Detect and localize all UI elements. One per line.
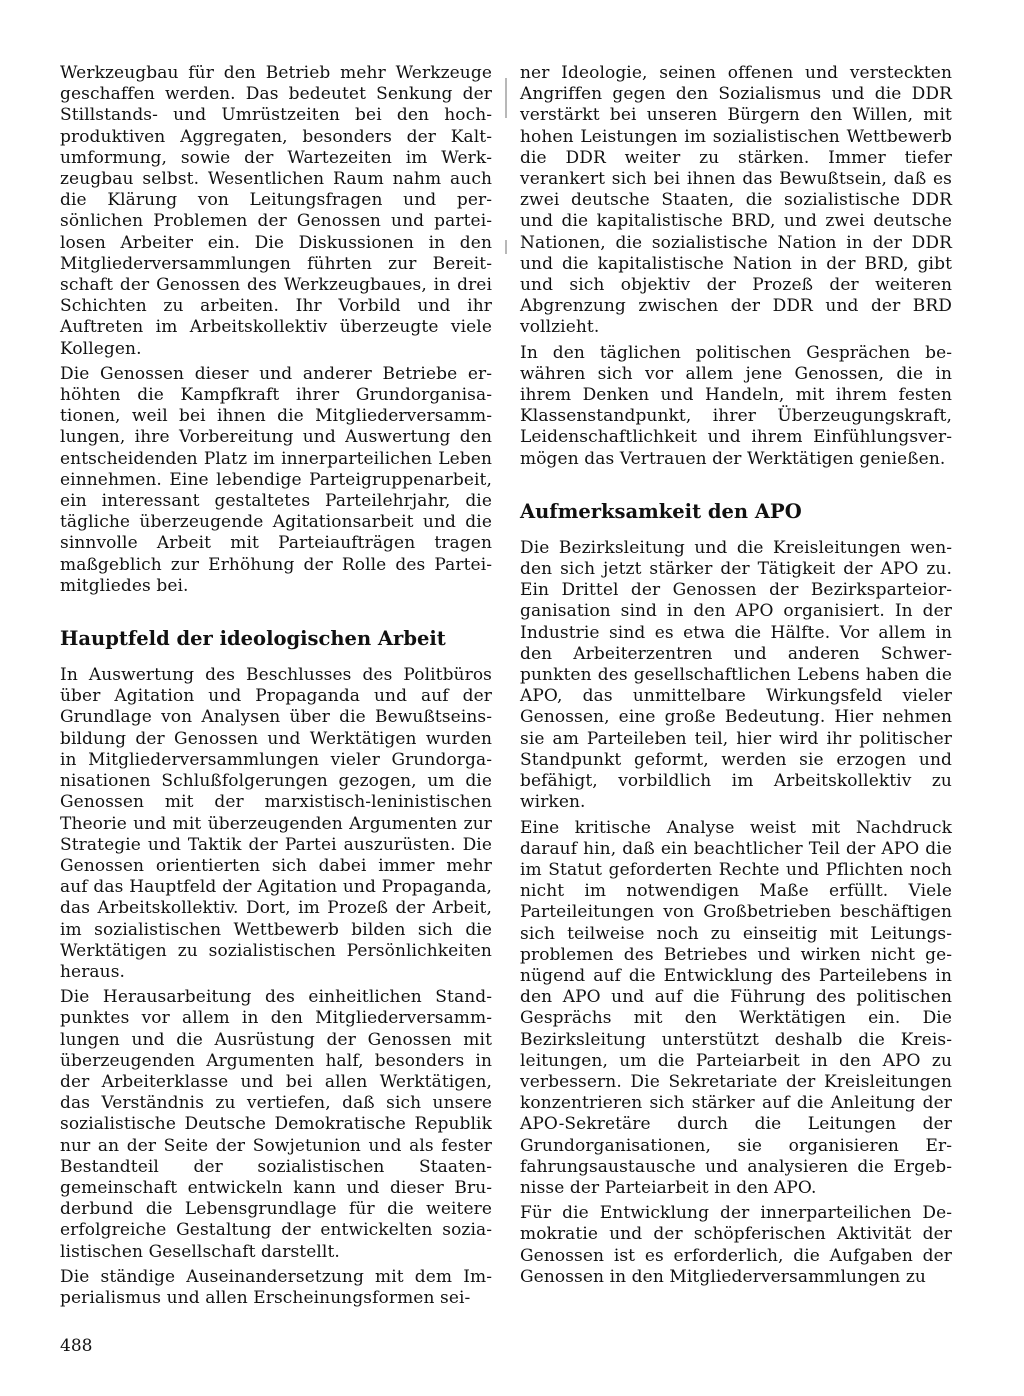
left-paragraph-1: Werkzeugbau für den Betrieb mehr Werkzeuge geschaffen werden. Das bedeutet Senkung der Stillstands- und Umrüstzeiten bei den hochproduktiven Aggregaten, besonders der Kaltumformung, sowie der Wartezeiten im Werkzeugbau selbst. Wesentlichen Raum nahm auch die Klärung von Leitungsfragen und persönlichen Problemen der Genossen und parteilosen Arbeiter ein. Die Diskussionen in den Mitgliederversammlungen führten zur Bereitschaft der Genossen des Werkzeugbaues, in drei Schichten zu arbeiten. Ihr Vorbild und ihr Auftreten im Arbeitskollektiv überzeugte viele Kollegen. [60,63,492,359]
right-paragraph-4: Eine kritische Analyse weist mit Nachdruck darauf hin, daß ein beachtlicher Teil der APO die im Statut geforderten Rechte und Pflichten noch nicht im notwendigen Maße erfüllt. Viele Parteileitungen von Großbetrieben beschäftigen sich teilweise noch zu einseitig mit Leitungsproblemen des Betriebes und wirken nicht genügend auf die Entwicklung des Parteilebens in den APO und auf die Führung des politischen Gesprächs mit den Werktätigen ein. Die Bezirksleitung unterstützt deshalb die Kreisleitungen, um die Parteiarbeit in den APO zu verbessern. Die Sekretariate der Kreisleitungen konzentrieren sich stärker auf die Anleitung der APO-Sekretäre durch die Leitungen der Grundorganisationen, sie organisieren Erfahrungsaustausche und analysieren die Ergebnisse der Parteiarbeit in den APO. [520,817,952,1198]
right-paragraph-3: Die Bezirksleitung und die Kreisleitungen wenden sich jetzt stärker der Tätigkeit der APO zu. Ein Drittel der Genossen der Bezirksparteiorganisation sind in den APO organisiert. In der Industrie sind es etwa die Hälfte. Vor allem in den Arbeiterzentren und anderen Schwerpunkten des gesellschaftlichen Lebens haben die APO, das unmittelbare Wirkungsfeld vieler Genossen, eine große Bedeutung. Hier nehmen sie am Parteileben teil, hier wird ihr politischer Standpunkt geformt, werden sie erzogen und befähigt, vorbildlich im Arbeitskollektiv zu wirken. [520,537,952,813]
left-paragraph-5: Die ständige Auseinandersetzung mit dem Imperialismus und allen Erscheinungsformen sei- [60,1266,492,1308]
page-number: 488 [60,1336,93,1356]
left-paragraph-3: In Auswertung des Beschlusses des Politbüros über Agitation und Propaganda und auf der Grundlage von Analysen über die Bewußtseinsbildung der Genossen und Werktätigen wurden in Mitgliederversammlungen vieler Grundorganisationen Schlußfolgerungen gezogen, um die Genossen mit der marxistisch-leninistischen Theorie und mit überzeugenden Argumenten zur Strategie und Taktik der Partei auszurüsten. Die Genossen orientierten sich dabei immer mehr auf das Hauptfeld der Agitation und Propaganda, das Arbeitskollektiv. Dort, im Prozeß der Arbeit, im sozialistischen Wettbewerb bilden sich die Werktätigen zu sozialistischen Persönlichkeiten heraus. [60,665,492,982]
left-paragraph-4: Die Herausarbeitung des einheitlichen Standpunktes vor allem in den Mitgliederversammlungen und die Ausrüstung der Genossen mit überzeugenden Argumenten half, besonders in der Arbeiterklasse und bei allen Werktätigen, das Verständnis zu vertiefen, daß sich unsere sozialistische Deutsche Demokratische Republik nur an der Seite der Sowjetunion und als fester Bestandteil der sozialistischen Staatengemeinschaft entwickeln kann und dieser Bruderbund die Lebensgrundlage für die weitere erfolgreiche Gestaltung der entwickelten sozialistischen Gesellschaft darstellt. [60,987,492,1262]
right-column [520,63,952,1290]
section-heading-ideological-work: Hauptfeld der ideologischen Arbeit [60,627,446,651]
left-paragraph-2: Die Genossen dieser und anderer Betriebe erhöhten die Kampfkraft ihrer Grundorganisationen, weil bei ihnen die Mitgliederversammlungen, ihre Vorbereitung und Auswertung den entscheidenden Platz im innerparteilichen Leben einnehmen. Eine lebendige Parteigruppenarbeit, ein interessant gestaltetes Parteilehrjahr, die tägliche überzeugende Agitationsarbeit und die sinnvolle Arbeit mit Parteiaufträgen tragen maßgeblich zur Erhöhung der Rolle des Parteimitgliedes bei. [60,363,492,596]
section-heading-apo: Aufmerksamkeit den APO [520,499,802,523]
right-paragraph-5: Für die Entwicklung der innerparteilichen Demokratie und der schöpferischen Aktivität der Genossen ist es erforderlich, die Aufgaben der Genossen in den Mitgliederversammlungen zu [520,1203,952,1287]
left-column [60,63,492,1311]
right-paragraph-2: In den täglichen politischen Gesprächen bewähren sich vor allem jene Genossen, die in ihrem Denken und Handeln, mit ihrem festen Klassenstandpunkt, ihrer Überzeugungskraft, Leidenschaftlichkeit und ihrem Einfühlungsvermögen das Vertrauen der Werktätigen genießen. [520,342,952,469]
scan-gutter-mark [505,78,507,118]
scan-gutter-mark [505,240,507,254]
right-paragraph-1: ner Ideologie, seinen offenen und versteckten Angriffen gegen den Sozialismus und die DDR verstärkt bei unseren Bürgern den Willen, mit hohen Leistungen im sozialistischen Wettbewerb die DDR weiter zu stärken. Immer tiefer verankert sich bei ihnen das Bewußtsein, daß es zwei deutsche Staaten, die sozialistische DDR und die kapitalistische BRD, und zwei deutsche Nationen, die sozialistische Nation in der DDR und die kapitalistische Nation in der BRD, gibt und sich objektiv der Prozeß der weiteren Abgrenzung zwischen der DDR und der BRD vollzieht. [520,63,952,338]
